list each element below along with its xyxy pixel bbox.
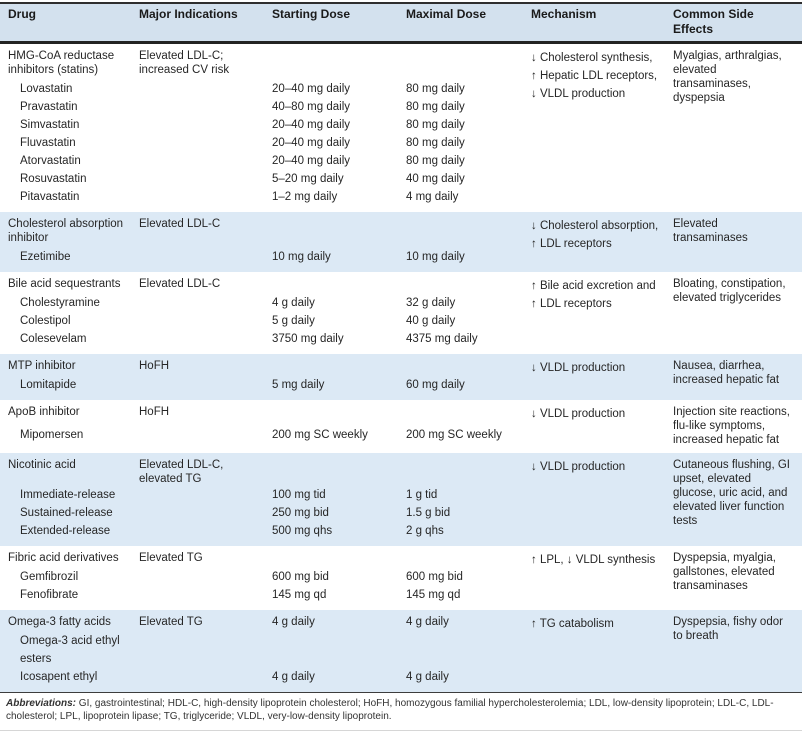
table-body xyxy=(0,44,802,692)
member-maximal-dose: 80 mg daily xyxy=(406,83,465,95)
member-starting-dose: 100 mg tid xyxy=(272,489,326,501)
group-drug-name: MTP inhibitor xyxy=(8,360,76,372)
group-side-effects: Nausea, diarrhea, increased hepatic fat xyxy=(673,360,780,386)
drug-group xyxy=(0,546,802,610)
group-mechanism xyxy=(531,615,673,686)
column-header-drug: Drug xyxy=(8,7,36,21)
group-mechanism xyxy=(531,49,673,206)
mechanism-line: ↓ VLDL production xyxy=(531,408,626,420)
member-starting-dose: 3750 mg daily xyxy=(272,333,344,345)
mechanism-line: ↑ Hepatic LDL receptors, xyxy=(531,70,658,82)
drug-group xyxy=(0,610,802,692)
member-maximal-dose: 80 mg daily xyxy=(406,119,465,131)
member-drug-name: Icosapent ethyl xyxy=(20,671,98,683)
group-starting-dose: 4 g daily xyxy=(272,616,315,628)
member-maximal-dose: 600 mg bid xyxy=(406,571,463,583)
member-starting-dose: 10 mg daily xyxy=(272,251,331,263)
member-maximal-dose: 40 g daily xyxy=(406,315,456,327)
drug-group xyxy=(0,453,802,546)
member-drug-name: Mipomersen xyxy=(20,428,84,441)
group-drug-name: HMG-CoA reductase inhibitors (statins) xyxy=(8,50,115,76)
member-drug-name: Omega-3 acid ethyl esters xyxy=(20,635,120,665)
group-drug-name: Cholesterol absorption inhibitor xyxy=(8,218,124,244)
group-mechanism xyxy=(531,405,673,447)
group-side-effects: Myalgias, arthralgias, elevated transaminases, dyspepsia xyxy=(673,50,782,104)
member-drug-name: Rosuvastatin xyxy=(20,173,87,185)
group-indications: Elevated LDL-C xyxy=(139,278,221,290)
group-mechanism xyxy=(531,359,673,394)
drug-group xyxy=(0,354,802,400)
column-header-major-indications: Major Indications xyxy=(139,7,238,21)
member-drug-name: Atorvastatin xyxy=(20,155,81,167)
group-side-effects: Dyspepsia, fishy odor to breath xyxy=(673,616,783,642)
member-drug-name: Fenofibrate xyxy=(20,589,79,601)
group-indications: Elevated TG xyxy=(139,616,203,628)
member-starting-dose: 5 g daily xyxy=(272,315,315,327)
member-starting-dose: 40–80 mg daily xyxy=(272,101,350,113)
member-starting-dose: 500 mg qhs xyxy=(272,525,333,537)
group-indications: Elevated TG xyxy=(139,552,203,564)
mechanism-line: ↑ LDL receptors xyxy=(531,298,612,310)
group-drug-name: Omega-3 fatty acids xyxy=(8,616,111,628)
member-starting-dose: 250 mg bid xyxy=(272,507,329,519)
group-indications: Elevated LDL-C, elevated TG xyxy=(139,459,224,485)
member-starting-dose: 20–40 mg daily xyxy=(272,137,350,149)
member-starting-dose: 5–20 mg daily xyxy=(272,173,344,185)
member-maximal-dose: 4 mg daily xyxy=(406,191,459,203)
group-maximal-dose: 4 g daily xyxy=(406,616,449,628)
group-side-effects: Cutaneous flushing, GI upset, elevated glucose, uric acid, and elevated liver function tests xyxy=(673,459,790,527)
column-header-maximal-dose: Maximal Dose xyxy=(406,7,487,21)
member-drug-name: Pitavastatin xyxy=(20,191,80,203)
member-maximal-dose: 80 mg daily xyxy=(406,101,465,113)
group-drug-name: Bile acid sequestrants xyxy=(8,278,121,290)
member-starting-dose: 20–40 mg daily xyxy=(272,155,350,167)
member-drug-name: Sustained-release xyxy=(20,507,113,519)
member-drug-name: Pravastatin xyxy=(20,101,78,113)
mechanism-line: ↑ TG catabolism xyxy=(531,618,614,630)
member-drug-name: Lomitapide xyxy=(20,379,77,391)
drug-group xyxy=(0,212,802,272)
member-starting-dose: 1–2 mg daily xyxy=(272,191,338,203)
mechanism-line: ↓ VLDL production xyxy=(531,362,626,374)
member-maximal-dose: 2 g qhs xyxy=(406,525,444,537)
column-header-common-side-effects: Common Side Effects xyxy=(673,7,754,36)
group-indications: Elevated LDL-C xyxy=(139,218,221,230)
member-starting-dose: 600 mg bid xyxy=(272,571,329,583)
member-maximal-dose: 10 mg daily xyxy=(406,251,465,263)
member-drug-name: Cholestyramine xyxy=(20,297,100,309)
member-starting-dose: 145 mg qd xyxy=(272,589,327,601)
group-side-effects: Bloating, constipation, elevated triglycerides xyxy=(673,278,786,304)
drug-group xyxy=(0,44,802,212)
group-indications: Elevated LDL-C; increased CV risk xyxy=(139,50,230,76)
group-drug-name: ApoB inhibitor xyxy=(8,406,80,418)
member-drug-name: Ezetimibe xyxy=(20,251,71,263)
mechanism-line: ↓ Cholesterol synthesis, xyxy=(531,52,653,64)
member-drug-name: Extended-release xyxy=(20,525,111,537)
mechanism-line: ↓ VLDL production xyxy=(531,88,626,100)
member-drug-name: Simvastatin xyxy=(20,119,80,131)
member-maximal-dose: 80 mg daily xyxy=(406,137,465,149)
member-maximal-dose: 32 g daily xyxy=(406,297,456,309)
group-drug-name: Nicotinic acid xyxy=(8,459,76,471)
member-starting-dose: 4 g daily xyxy=(272,671,315,683)
member-maximal-dose: 60 mg daily xyxy=(406,379,465,391)
member-maximal-dose: 1 g tid xyxy=(406,489,438,501)
member-starting-dose: 4 g daily xyxy=(272,297,315,309)
member-maximal-dose: 145 mg qd xyxy=(406,589,461,601)
group-indications: HoFH xyxy=(139,406,170,418)
mechanism-line: ↓ VLDL production xyxy=(531,461,626,473)
drug-group xyxy=(0,272,802,354)
member-drug-name: Lovastatin xyxy=(20,83,73,95)
mechanism-line: ↑ LPL, ↓ VLDL synthesis xyxy=(531,554,656,566)
member-starting-dose: 20–40 mg daily xyxy=(272,119,350,131)
member-starting-dose: 200 mg SC weekly xyxy=(272,428,368,441)
member-drug-name: Immediate-release xyxy=(20,489,116,501)
drug-group xyxy=(0,400,802,453)
mechanism-line: ↑ LDL receptors xyxy=(531,238,612,250)
member-drug-name: Gemfibrozil xyxy=(20,571,79,583)
footnote-text: GI, gastrointestinal; HDL-C, high-density lipoprotein cholesterol; HoFH, homozygous familial hypercholesterolemia; LDL, low-density lipoprotein; LDL-C, LDL-cholesterol; LPL, lipoprotein lipase; TG, triglyceride; VLDL, very-low-density lipoprotein. xyxy=(6,698,774,722)
table-header-row xyxy=(0,2,802,44)
member-maximal-dose: 4375 mg daily xyxy=(406,333,478,345)
member-maximal-dose: 4 g daily xyxy=(406,671,449,683)
group-mechanism xyxy=(531,458,673,540)
column-header-mechanism: Mechanism xyxy=(531,7,597,21)
mechanism-line: ↓ Cholesterol absorption, xyxy=(531,220,659,232)
group-indications: HoFH xyxy=(139,360,170,372)
member-maximal-dose: 200 mg SC weekly xyxy=(406,428,502,441)
column-header-starting-dose: Starting Dose xyxy=(272,7,351,21)
group-mechanism xyxy=(531,217,673,266)
group-side-effects: Dyspepsia, myalgia, gallstones, elevated transaminases xyxy=(673,552,776,592)
group-side-effects: Elevated transaminases xyxy=(673,218,748,244)
mechanism-line: ↑ Bile acid excretion and xyxy=(531,280,656,292)
member-maximal-dose: 1.5 g bid xyxy=(406,507,451,519)
member-drug-name: Fluvastatin xyxy=(20,137,76,149)
member-starting-dose: 5 mg daily xyxy=(272,379,325,391)
group-drug-name: Fibric acid derivatives xyxy=(8,552,119,564)
member-drug-name: Colesevelam xyxy=(20,333,87,345)
member-starting-dose: 20–40 mg daily xyxy=(272,83,350,95)
footnote-label: Abbreviations: xyxy=(6,698,77,709)
member-drug-name: Colestipol xyxy=(20,315,71,327)
member-maximal-dose: 80 mg daily xyxy=(406,155,465,167)
group-mechanism xyxy=(531,551,673,604)
table-footnote xyxy=(0,692,802,731)
group-side-effects: Injection site reactions, flu-like symptoms, increased hepatic fat xyxy=(673,406,790,446)
member-maximal-dose: 40 mg daily xyxy=(406,173,465,185)
group-mechanism xyxy=(531,277,673,348)
